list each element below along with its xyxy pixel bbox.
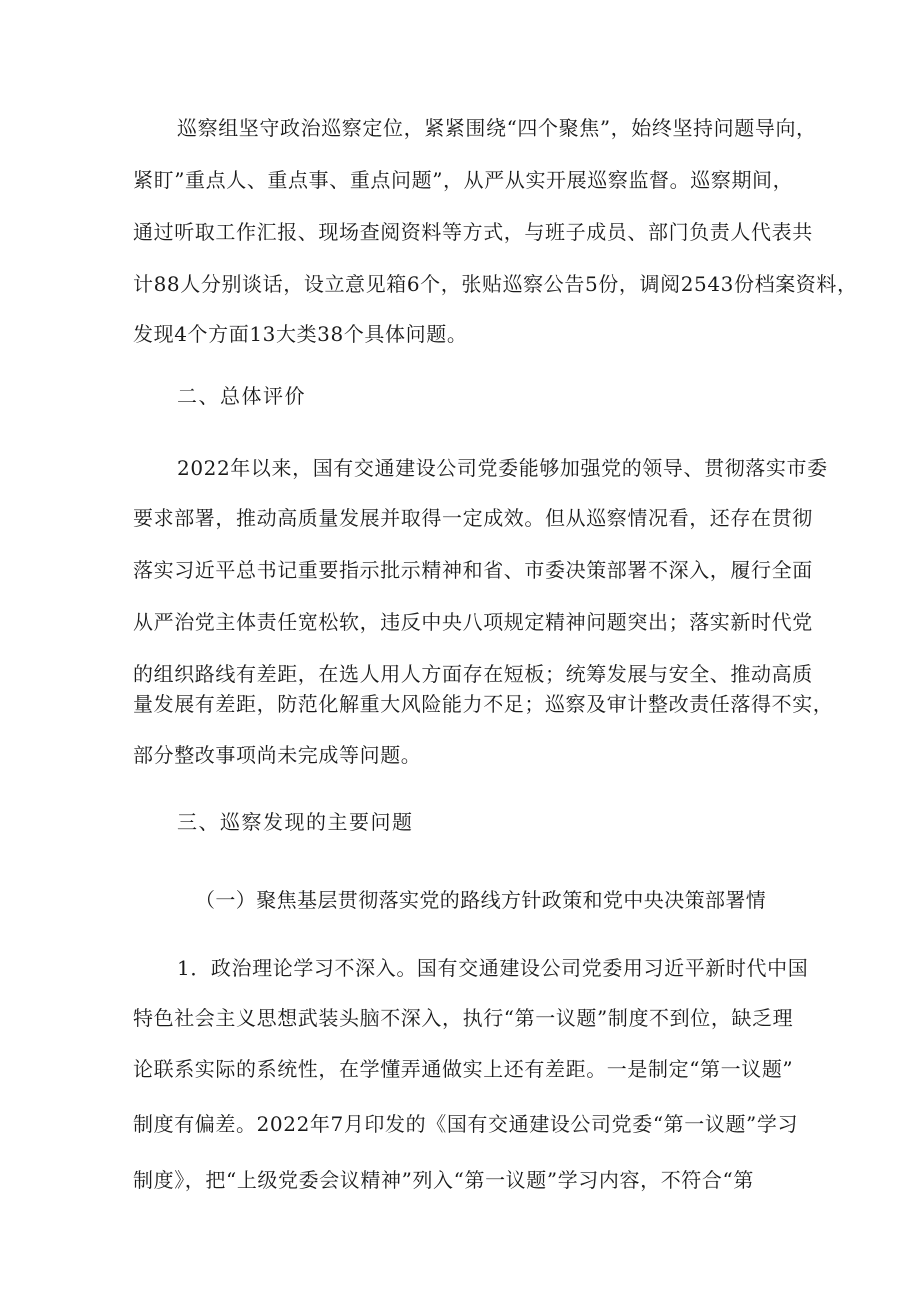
section-heading-main-problems: 三、巡察发现的主要问题 (177, 810, 414, 834)
subsection-heading-1: （一）聚焦基层贯彻落实党的路线方针政策和党中央决策部署情 (195, 888, 767, 912)
paragraph-2-line: 落实习近平总书记重要指示批示精神和省、市委决策部署不深入，履行全面 (133, 558, 813, 582)
paragraph-3-line: 制度》，把“上级党委会议精神”列入“第一议题”学习内容，不符合“第 (133, 1168, 754, 1192)
paragraph-2-line: 要求部署，推动高质量发展并取得一定成效。但从巡察情况看，还存在贯彻 (133, 506, 813, 530)
paragraph-3-line: 特色社会主义思想武装头脑不深入，执行“第一议题”制度不到位，缺乏理 (133, 1006, 794, 1030)
paragraph-2-line: 的组织路线有差距，在选人用人方面存在短板；统筹发展与安全、推动高质 (133, 662, 813, 686)
paragraph-1-line: 计88人分别谈话，设立意见箱6个，张贴巡察公告5份，调阅2543份档案资料， (133, 272, 858, 296)
paragraph-2-line: 量发展有差距，防范化解重大风险能力不足；巡察及审计整改责任落得不实， (133, 692, 834, 716)
paragraph-2-line: 部分整改事项尚未完成等问题。 (133, 743, 422, 767)
paragraph-2-line: 2022年以来，国有交通建设公司党委能够加强党的领导、贯彻落实市委 (177, 456, 828, 480)
paragraph-1-line: 巡察组坚守政治巡察定位，紧紧围绕“四个聚焦”，始终坚持问题导向， (177, 116, 817, 140)
paragraph-1-line: 紧盯”重点人、重点事、重点问题”，从严从实开展巡察监督。巡察期间， (133, 168, 794, 192)
paragraph-3-line: 论联系实际的系统性，在学懂弄通做实上还有差距。一是制定“第一议题” (133, 1057, 794, 1081)
section-heading-overall-evaluation: 二、总体评价 (177, 384, 306, 408)
paragraph-2-line: 从严治党主体责任宽松软，违反中央八项规定精神问题突出；落实新时代党 (133, 610, 813, 634)
paragraph-1-line: 通过听取工作汇报、现场查阅资料等方式，与班子成员、部门负责人代表共 (133, 220, 813, 244)
paragraph-1-line: 发现4个方面13大类38个具体问题。 (133, 322, 468, 346)
paragraph-3-line: 制度有偏差。2022年7月印发的《国有交通建设公司党委“第一议题”学习 (133, 1112, 799, 1136)
paragraph-3-line: 1．政治理论学习不深入。国有交通建设公司党委用习近平新时代中国 (177, 956, 809, 980)
